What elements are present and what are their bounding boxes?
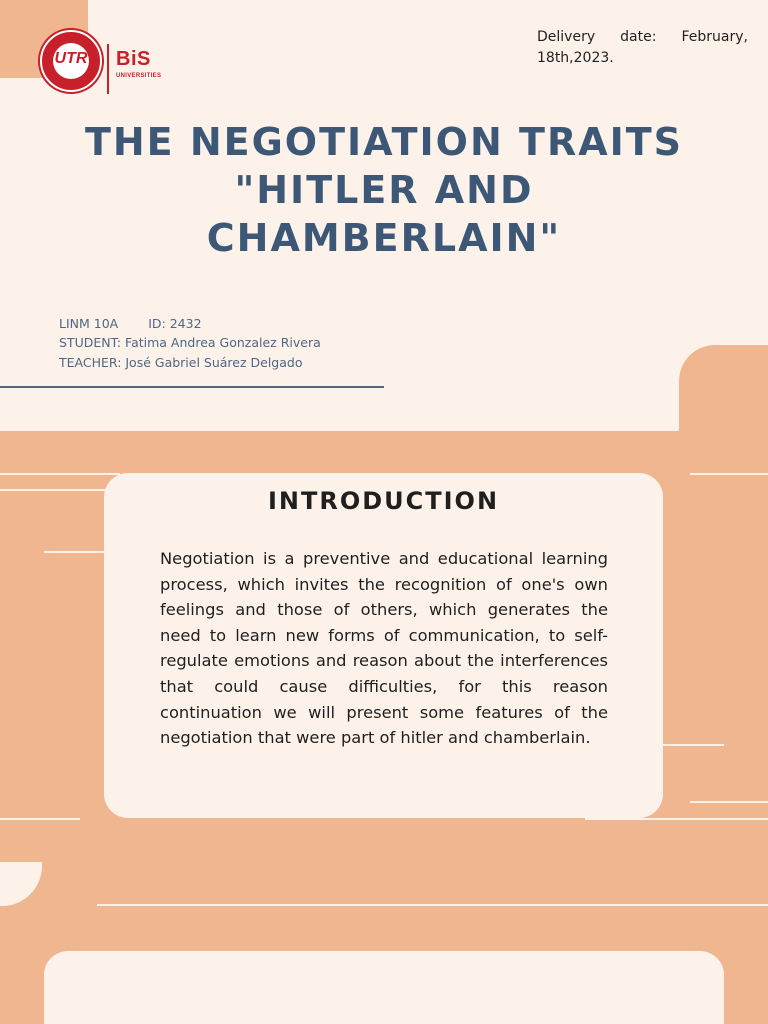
bis-logo: BiS xyxy=(116,48,151,70)
introduction-heading: INTRODUCTION xyxy=(267,487,500,515)
document-title: THE NEGOTIATION TRAITS "HITLER AND CHAMBERLAIN" xyxy=(84,120,684,260)
utr-logo-text: UTR xyxy=(54,50,88,67)
bis-logo-subtext: UNIVERSITIES xyxy=(116,73,162,79)
utr-logo xyxy=(40,30,102,92)
decor-line xyxy=(690,801,768,803)
info-divider xyxy=(0,386,384,388)
peach-tab-decoration xyxy=(679,345,768,445)
group-id-line xyxy=(59,314,202,334)
logo-divider xyxy=(107,44,109,94)
next-section-card xyxy=(44,951,724,1024)
decor-line xyxy=(97,904,768,906)
delivery-date: Delivery date: February, 18th,2023. xyxy=(537,29,748,66)
decor-line xyxy=(0,818,80,820)
decor-line xyxy=(0,489,120,491)
decor-line xyxy=(690,473,768,475)
student-line: STUDENT: Fatima Andrea Gonzalez Rivera xyxy=(59,335,321,350)
decor-line xyxy=(0,473,120,475)
id-label: ID: 2432 xyxy=(148,316,202,331)
decor-line xyxy=(585,818,768,820)
group-label: LINM 10A xyxy=(59,316,119,331)
introduction-body: Negotiation is a preventive and educational learning process, which invites the recognition of one's own feelings and those of others, which generates the need to learn new forms of communication, to self-regulate emotions and reason about the interferences that could cause difficulties, for this reason continuation we will present some features of the negotiation that were part of hitler and chamberlain. xyxy=(160,549,608,748)
teacher-line: TEACHER: José Gabriel Suárez Delgado xyxy=(59,355,303,370)
